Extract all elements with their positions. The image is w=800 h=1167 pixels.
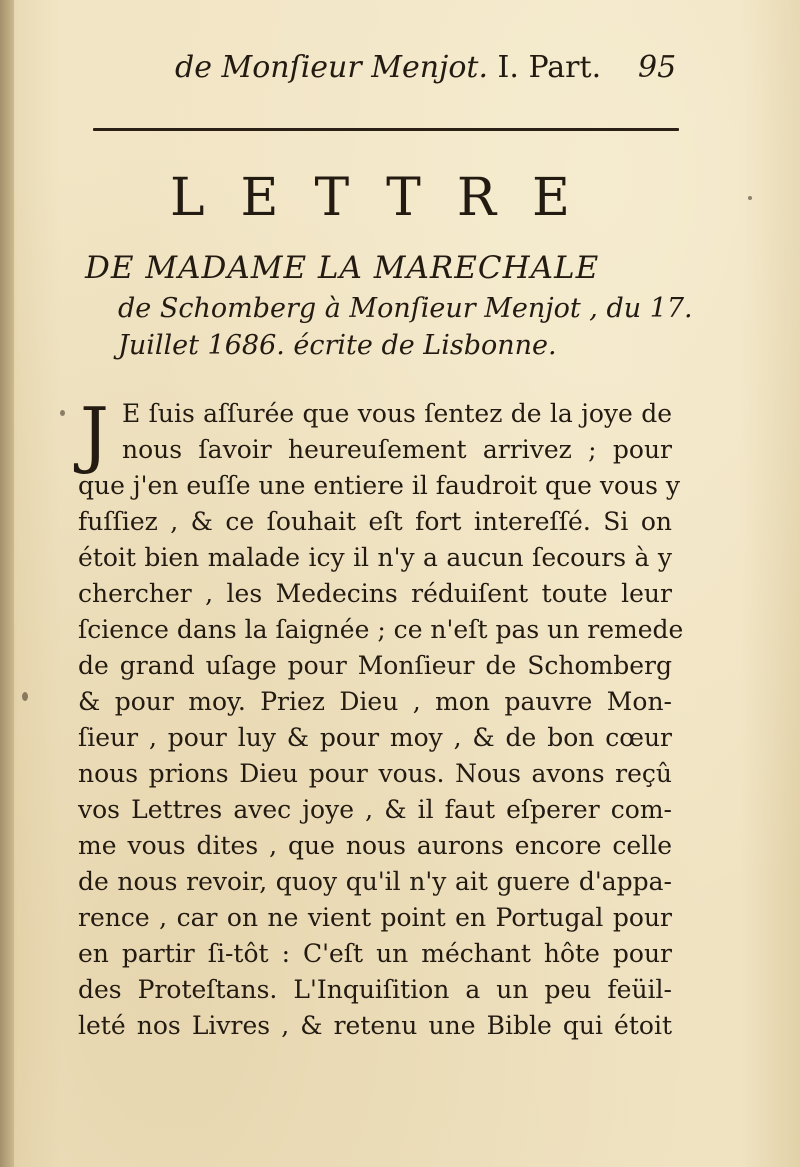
body-line: chercher , les Medecins réduiſent toute leur [78, 579, 672, 608]
drop-cap: J [80, 392, 109, 476]
body-line: nous prions Dieu pour vous. Nous avons reçû [78, 759, 672, 788]
page-gutter [0, 0, 14, 1167]
body-line: rence , car on ne vient point en Portugal pour [78, 903, 672, 932]
body-line: vos Lettres avec joye , & il faut eſperer com- [78, 795, 672, 824]
header-rule [93, 128, 679, 131]
body-line: fuſſiez , & ce ſouhait eſt fort intereſſé. Si on [78, 507, 672, 536]
body-line: de grand uſage pour Monſieur de Schomberg [78, 651, 672, 680]
page-header [0, 44, 800, 94]
running-head-title: de Monſieur Menjot. [175, 50, 488, 85]
body-line: nous ſavoir heureuſement arrivez ; pour [122, 435, 672, 464]
body-line: leté nos Livres , & retenu une Bible qui étoit [78, 1011, 672, 1040]
body-line: des Proteſtans. L'Inquiſition a un peu feüil- [78, 975, 672, 1004]
subtitle-line-2: de Schomberg à Monſieur Menjot , du 17. [118, 293, 693, 324]
ink-spot [22, 692, 28, 701]
body-line: de nous revoir, quoy qu'il n'y ait guere d'appa- [78, 867, 672, 896]
body-line: étoit bien malade icy il n'y a aucun ſecours à y [78, 543, 672, 572]
ink-spot [748, 196, 752, 200]
running-head-part: I. Part. [488, 50, 602, 85]
body-line: que j'en euſſe une entiere il faudroit que vous y [78, 471, 681, 500]
body-line: me vous dites , que nous aurons encore celle [78, 831, 672, 860]
body-line: & pour moy. Priez Dieu , mon pauvre Mon- [78, 687, 672, 716]
body-line: ſcience dans la ſaignée ; ce n'eſt pas un remede [78, 615, 684, 644]
body-line: E ſuis aſſurée que vous ſentez de la joye de [122, 399, 672, 428]
page-number: 95 [638, 50, 677, 85]
running-head [175, 50, 601, 85]
letter-title: LETTRE [170, 168, 606, 228]
subtitle-line-1: DE MADAME LA MARECHALE [85, 250, 600, 286]
ink-spot [60, 410, 65, 416]
subtitle-line-3: Juillet 1686. écrite de Lisbonne. [118, 330, 557, 361]
body-line: en partir ſi-tôt : C'eſt un méchant hôte pour [78, 939, 672, 968]
body-line: ſieur , pour luy & pour moy , & de bon cœur [78, 723, 672, 752]
